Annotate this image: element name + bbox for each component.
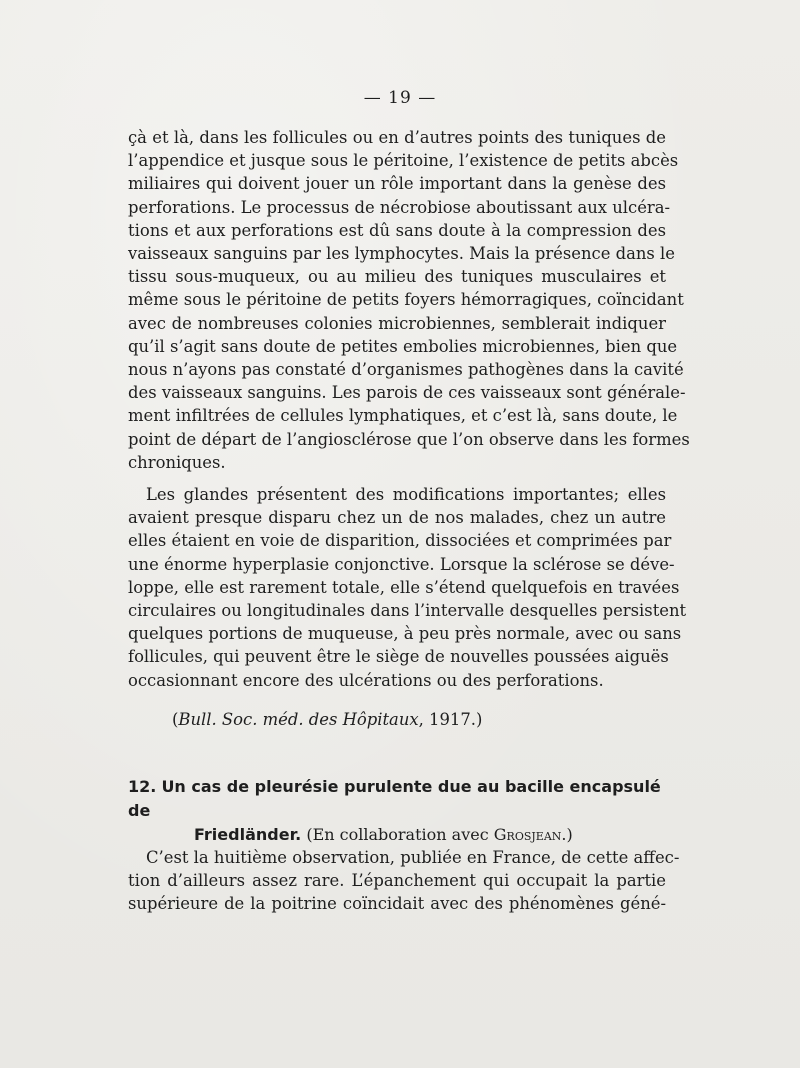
text-line: avaient presque disparu chez un de nos malades, chez un autre bbox=[128, 508, 666, 528]
text-line: tissu sous-muqueux, ou au milieu des tuniques musculaires et bbox=[128, 267, 666, 287]
citation-open: ( bbox=[172, 710, 179, 729]
text-line: des vaisseaux sanguins. Les parois de ces vaisseaux sont générale- bbox=[128, 383, 686, 403]
text-line: çà et là, dans les follicules ou en d’autres points des tuniques de bbox=[128, 128, 666, 147]
text-line: une énorme hyperplasie conjonctive. Lorsque la sclérose se déve- bbox=[128, 554, 675, 574]
text-line: même sous le péritoine de petits foyers hémorragiques, coïncidant bbox=[128, 290, 684, 310]
collab-suffix: .) bbox=[561, 825, 573, 844]
page-number: — 19 — bbox=[363, 88, 437, 108]
collab-name: Grosjean bbox=[493, 825, 562, 844]
citation-year: , 1917.) bbox=[418, 710, 483, 729]
paragraph-glands bbox=[128, 483, 687, 692]
citation-journal: Bull. Soc. méd. des Hôpitaux bbox=[178, 710, 419, 729]
section-title-line-2: Friedländer. bbox=[194, 825, 302, 844]
text-line: circulaires ou longitudinales dans l’intervalle desquelles persistent bbox=[128, 601, 687, 621]
collaboration-note bbox=[306, 825, 572, 844]
paragraph-appendix-lesions bbox=[128, 126, 690, 474]
text-line: miliaires qui doivent jouer un rôle important dans la genèse des bbox=[128, 174, 666, 194]
text-line: supérieure de la poitrine coïncidait avec des phénomènes géné- bbox=[128, 894, 666, 914]
text-line: follicules, qui peuvent être le siège de nouvelles poussées aiguës bbox=[128, 647, 669, 667]
text-line: vaisseaux sanguins par les lymphocytes. Mais la présence dans le bbox=[128, 244, 675, 264]
citation bbox=[172, 710, 482, 729]
text-line: C’est la huitième observation, publiée en France, de cette affec- bbox=[146, 848, 680, 867]
section-heading bbox=[128, 775, 668, 847]
text-line: loppe, elle est rarement totale, elle s’étend quelquefois en travées bbox=[128, 577, 680, 597]
text-line: tion d’ailleurs assez rare. L’épanchement qui occupait la partie bbox=[128, 871, 666, 891]
text-line: tions et aux perforations est dû sans doute à la compression des bbox=[128, 220, 666, 240]
section-title-second-line bbox=[128, 823, 668, 847]
text-line: point de départ de l’angiosclérose que l’on observe dans les formes bbox=[128, 429, 690, 449]
text-line: Les glandes présentent des modifications importantes; elles bbox=[146, 485, 666, 504]
text-line: occasionnant encore des ulcérations ou des perforations. bbox=[128, 670, 604, 690]
section-number: 12. bbox=[128, 777, 157, 796]
section-title-line-1: Un cas de pleurésie purulente due au bacille encapsulé de bbox=[128, 777, 661, 820]
text-line: perforations. Le processus de nécrobiose aboutissant aux ulcéra- bbox=[128, 197, 671, 217]
text-line: qu’il s’agit sans doute de petites embolies microbiennes, bien que bbox=[128, 336, 678, 356]
text-line: l’appendice et jusque sous le péritoine, l’existence de petits abcès bbox=[128, 151, 679, 171]
text-line: avec de nombreuses colonies microbiennes, semblerait indiquer bbox=[128, 313, 666, 333]
text-line: elles étaient en voie de disparition, dissociées et comprimées par bbox=[128, 531, 672, 551]
paragraph-pleurisy bbox=[128, 846, 680, 916]
text-line: chroniques. bbox=[128, 452, 226, 472]
text-line: quelques portions de muqueuse, à peu près normale, avec ou sans bbox=[128, 624, 682, 644]
text-line: nous n’ayons pas constaté d’organismes pathogènes dans la cavité bbox=[128, 360, 684, 380]
collab-prefix: (En collaboration avec bbox=[306, 825, 489, 844]
text-line: ment infiltrées de cellules lymphatiques, et c’est là, sans doute, le bbox=[128, 406, 678, 426]
